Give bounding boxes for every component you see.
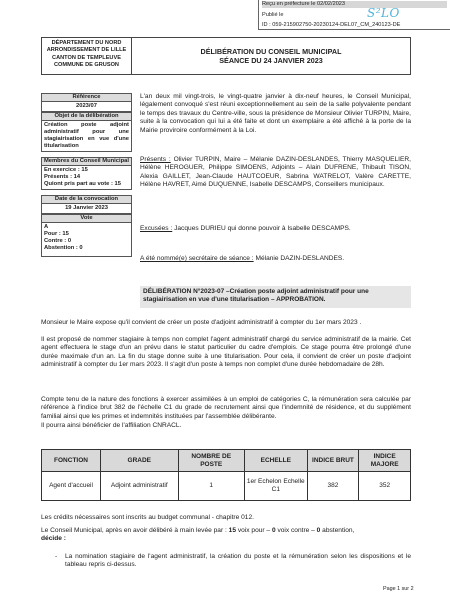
department-line: CANTON DE TEMPLEUVE — [52, 54, 121, 61]
body-paragraph-4: Il pourra ainsi bénéficier de l'affiliation CNRACL. — [41, 422, 182, 429]
table-header: GRADE — [101, 450, 178, 472]
prefecture-stamp — [258, 0, 450, 30]
object-label: Objet de la délibération — [41, 112, 132, 121]
convocation-label: Date de la convocation — [41, 195, 132, 204]
vote-sentence-mid: voix pour – — [236, 527, 272, 534]
reference-label: Référence — [41, 93, 132, 102]
present-label: Présents : — [140, 156, 171, 163]
table-cell: 382 — [307, 472, 359, 501]
table-cell: 352 — [359, 472, 411, 501]
body-paragraph-2: Il est proposé de nommer stagiaire à temps non complet l'agent administratif chargé du service administratif de la mairie. Cet agent effectuera le stage d'un an prévu dans le statut particulier du cadre d'emplois. Ce stage pourra être prolongé d'une durée maximale d'un an. La fin du stage donne suite à une titularisation. Pour cela, il convient de créer un poste d'adjoint administratif à compter du 1er mars 2023. Il s'agit d'un poste à temps non complet d'une durée hebdomadaire de 28h. — [41, 336, 411, 369]
department-line: COMMUNE DE GRUSON — [54, 62, 119, 69]
stamp-received: Reçu en préfecture le 02/02/2023 — [262, 1, 447, 8]
document-title: DÉLIBÉRATION DU CONSEIL MUNICIPAL — [200, 46, 342, 56]
vote-results — [41, 223, 132, 257]
convocation-date: 19 Janvier 2023 — [41, 204, 132, 214]
table-row — [42, 472, 411, 501]
intro-paragraph: L'an deux mil vingt-trois, le vingt-quatre janvier à dix-neuf heures, le Conseil Municipal, légalement convoqué s'est réuni exceptionnellement au sein de la salle polyvalente pendant le temps des travaux du Centre-ville, sous la présidence de Monsieur Olivier TURPIN, Maire, suite à la convocation qui lui a été faite et dont un exemplaire a été affiché à la porte de la Mairie proviroire conformément à la Loi. — [140, 93, 411, 134]
table-cell: Adjoint administratif — [101, 472, 178, 501]
secretary-label: A été nommé(e) secrétaire de séance : — [140, 255, 254, 262]
vote-abstention: Abstention : 0 — [44, 245, 83, 251]
object-value: Création poste adjoint administratif pour une stagiairisation en vue d'une titularisation — [41, 121, 132, 152]
members-counts — [41, 166, 132, 190]
vote-sentence-end: abstention, — [320, 527, 355, 534]
table-header: INDICE MAJORE — [359, 450, 411, 472]
vote-a: A — [44, 224, 49, 230]
document-subtitle: SÉANCE DU 24 JANVIER 2023 — [219, 56, 323, 65]
document-title-box — [132, 37, 411, 75]
reference-value: 2023/07 — [41, 102, 132, 112]
s2lo-logo: S²LO — [367, 6, 400, 20]
vote-count-against: 0 — [271, 527, 276, 534]
table-header-row — [42, 450, 411, 472]
vote-count-for: 15 — [228, 527, 237, 534]
stamp-id: ID : 059-215902750-20230124-DEL07_CM_240123-DE — [262, 22, 401, 28]
body-paragraph-5: Les crédits nécessaires sont inscrits au budget communal - chapitre 012. — [41, 514, 254, 521]
table-header: FONCTION — [42, 450, 101, 472]
table-header: INDICE BRUT — [307, 450, 359, 472]
present-members — [140, 156, 411, 190]
present-text: Olivier TURPIN, Maire – Mélanie DAZIN-DESLANDES, Thierry MASQUELIER, Hélène HEROGUER, Philippe SIMOENS, Adjoints – Alain DUFRENE, Thibault TISON, Alexia GAILLET, Jean-Claude HAUTCOEUR, Sabrina WATRELOT, Valère CARETTE, Hélène HAVRET, Aimé DUQUENNE, Isabelle DESCAMPS, Conseillers municipaux. — [140, 156, 411, 189]
table-cell: 1er Echelon Echelle C1 — [244, 472, 307, 501]
members-voting: Quiont pris part au vote : 15 — [44, 181, 121, 187]
members-present: Présents : 14 — [44, 174, 81, 180]
department-box — [41, 37, 132, 75]
table-header: NOMBRE DE POSTE — [178, 450, 244, 472]
bullet-text: La nomination stagiaire de l'agent administratif, la création du poste et la rémunération selon les dispositions et le tableau repris ci-dessus. — [65, 553, 411, 569]
stamp-published: Publié le — [262, 12, 284, 18]
vote-label: Vote — [41, 214, 132, 223]
bullet-dash: - — [55, 553, 58, 560]
body-paragraph-3: Compte tenu de la nature des fonctions à exercer assimilées à un emploi de catégories C, la rémunération sera calculée par référence à l'indice brut 382 de l'échelle C1 du grade de recrutement ainsi que l'indemnité de résidence, et du supplément familial ainsi que les primes et indemnités instituées par l'assemblée délibérante. — [41, 396, 411, 420]
table-cell: 1 — [178, 472, 244, 501]
department-line: DÉPARTEMENT DU NORD — [51, 40, 122, 46]
decision-title: DÉLIBÉRATION N°2023-07 –Création poste adjoint administratif pour une stagiairisation en vue d'une titularisation – APPROBATION. — [140, 286, 411, 308]
info-sidebar — [41, 93, 132, 257]
body-paragraph-1: Monsieur le Maire expose qu'il convient de créer un poste d'adjoint administratif à compter du 1er mars 2023 . — [41, 319, 362, 326]
body-paragraph-6 — [41, 527, 411, 544]
secretary — [140, 255, 411, 263]
members-in-office: En exercice : 15 — [44, 167, 88, 173]
salary-table — [41, 449, 411, 501]
excused-text: Jacques DURIEU qui donne pouvoir à Isabelle DESCAMPS. — [172, 225, 351, 232]
department-line: ARRONDISSEMENT DE LILLE — [46, 47, 127, 54]
secretary-text: Mélanie DAZIN-DESLANDES. — [253, 255, 345, 262]
decides-label: décide : — [41, 535, 66, 543]
vote-against: Contre : 0 — [44, 238, 72, 244]
table-header: ECHELLE — [244, 450, 307, 472]
excused-members — [140, 225, 411, 233]
vote-sentence-start: Le Conseil Municipal, après en avoir délibéré à main levée par : — [41, 527, 229, 534]
vote-sentence-mid2: voix contre – — [275, 527, 317, 534]
vote-for: Pour : 15 — [44, 231, 69, 237]
excused-label: Excusées : — [140, 225, 173, 232]
members-label: Membres du Conseil Municipal — [41, 157, 132, 166]
page-number: Page 1 sur 2 — [383, 586, 414, 592]
vote-count-abstention: 0 — [316, 527, 321, 534]
table-cell: Agent d'accueil — [42, 472, 101, 501]
